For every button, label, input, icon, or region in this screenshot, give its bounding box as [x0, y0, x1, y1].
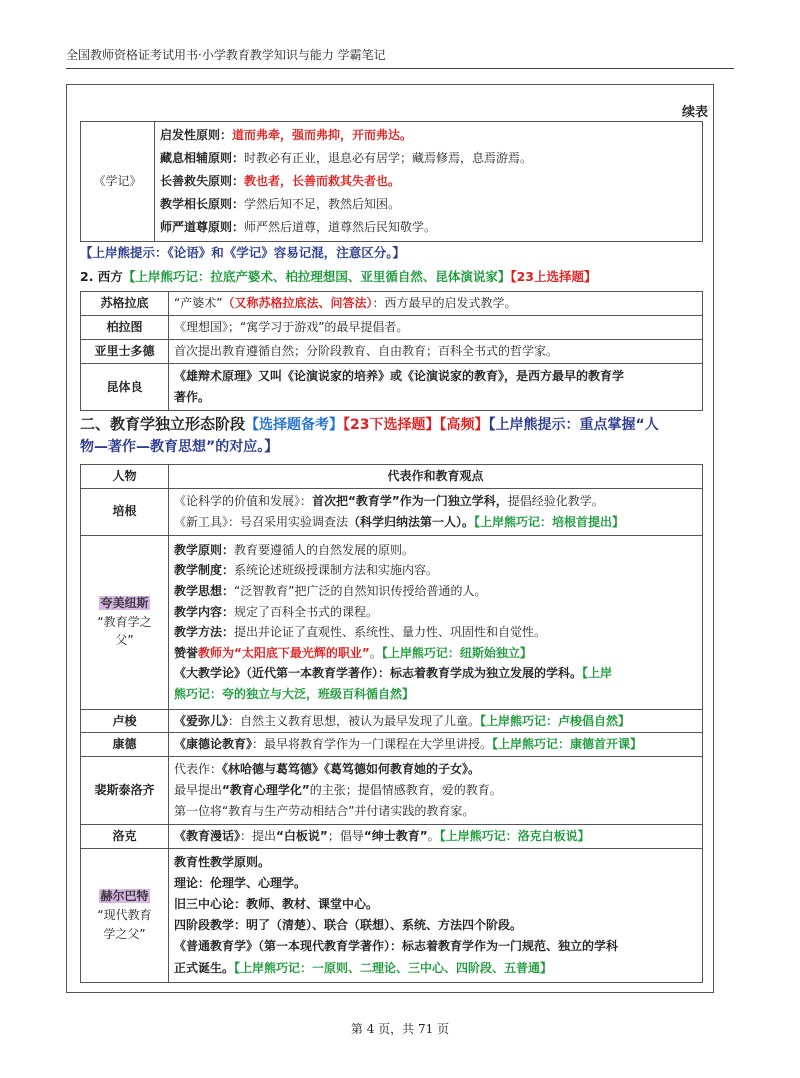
- herbart-desc: 教育性教学原则。 理论：伦理学、心理学。 旧三中心论：教师、教材、课堂中心。 四阶段教学：明了（清楚）、联合（联想）、系统、方法四个阶段。 《普通教育学》（第一本现代教育学著作）：标志着教育学作为一门规范、独立的学科 正式诞生。【上岸熊巧记：一原则、二理论、三中心、四阶段、五普通】: [169, 848, 703, 982]
- quintilian-desc: 《雄辩术原理》又叫《论演说家的培养》或《论演说家的教育》，是西方最早的教育学 著作。: [169, 364, 703, 411]
- education-figures-table: [80, 464, 703, 983]
- west-heading: 2. 西方【上岸熊巧记：拉底产婆术、柏拉理想国、亚里循自然、昆体演说家】【23上选择题】: [80, 269, 597, 284]
- person-aristotle: 亚里士多德: [81, 340, 169, 364]
- person-socrates: 苏格拉底: [81, 292, 169, 316]
- aristotle-desc: 首次提出教育遵循自然；分阶段教育、自由教育；百科全书式的哲学家。: [169, 340, 703, 364]
- person-locke: 洛克: [81, 824, 169, 848]
- tip-lunyu-xueji: 【上岸熊提示：《论语》和《学记》容易记混，注意区分。】: [80, 245, 406, 260]
- xueji-table: [80, 121, 703, 242]
- header-divider: [66, 68, 734, 69]
- person-bacon: 培根: [81, 488, 169, 535]
- locke-desc: 《教育漫话》：提出“白板说”；倡导“绅士教育”。【上岸熊巧记：洛克白板说】: [169, 824, 703, 848]
- person-comenius: 夸美纽斯 “教育学之 父”: [81, 535, 169, 709]
- bacon-desc: 《论科学的价值和发展》：首次把“教育学”作为一门独立学科，提倡经验化教学。 《新工具》：号召采用实验调查法（科学归纳法第一人）。【上岸熊巧记：培根首提出】: [169, 488, 703, 535]
- col-works-header: 代表作和教育观点: [169, 465, 703, 489]
- continued-label: 续表: [681, 105, 708, 120]
- col-person-header: 人物: [81, 465, 169, 489]
- section2-heading: 二、教育学独立形态阶段【选择题备考】【23下选择题】【高频】【上岸熊提示：重点掌握“人 物—著作—教育思想”的对应。】: [80, 415, 659, 455]
- principle-row: 教学相长原则：学然后知不足，教然后知困。: [160, 197, 401, 211]
- plato-desc: 《理想国》；“寓学习于游戏”的最早提倡者。: [169, 316, 703, 340]
- rousseau-desc: 《爱弥儿》：自然主义教育思想，被认为最早发现了儿童。【上岸熊巧记：卢梭倡自然】: [169, 709, 703, 733]
- pestalozzi-desc: 代表作：《林哈德与葛笃德》《葛笃德如何教育她的子女》。 最早提出“教育心理学化”的主张；提倡情感教育，爱的教育。 第一位将“教育与生产劳动相结合”并付诸实践的教育家。: [169, 756, 703, 824]
- herbart-name: 赫尔巴特: [100, 889, 149, 904]
- person-rousseau: 卢梭: [81, 709, 169, 733]
- person-kant: 康德: [81, 733, 169, 757]
- principle-row: 师严道尊原则：师严然后道尊，道尊然后民知敬学。: [160, 220, 437, 234]
- person-quintilian: 昆体良: [81, 364, 169, 411]
- principle-row: 藏息相辅原则：时教必有正业，退息必有居学；藏焉修焉，息焉游焉。: [160, 151, 533, 165]
- person-herbart: 赫尔巴特 “现代教育 学之父”: [81, 848, 169, 982]
- west-table: [80, 291, 703, 411]
- person-pestalozzi: 裴斯泰洛齐: [81, 756, 169, 824]
- page-footer: 第 4 页，共 71 页: [350, 1022, 450, 1036]
- xueji-label: 《学记》: [81, 122, 155, 242]
- comenius-desc: 教学原则：教育要遵循人的自然发展的原则。 教学制度：系统论述班级授课制方法和实施内容。 教学思想：“泛智教育”把广泛的自然知识传授给普通的人。 教学内容：规定了百科全书式的课程。 教学方法：提出并论证了直观性、系统性、量力性、巩固性和自觉性。 赞誉教师为“太阳底下最光辉的职业”。【上岸熊巧记：纽斯始独立】 《大教学论》（近代第一本教育学著作）：标志着教育学成为独立发展的学科。【上岸 熊巧记：夸的独立与大泛，班级百科循自然】: [169, 535, 703, 709]
- comenius-name: 夸美纽斯: [100, 596, 149, 611]
- person-plato: 柏拉图: [81, 316, 169, 340]
- page-header: 全国教师资格证考试用书·小学教育教学知识与能力 学霸笔记: [66, 48, 386, 62]
- principle-row: 启发性原则：道而弗牵，强而弗抑，开而弗达。: [160, 128, 413, 142]
- principle-row: 长善救失原则：教也者，长善而救其失者也。: [160, 174, 401, 188]
- kant-desc: 《康德论教育》：最早将教育学作为一门课程在大学里讲授。【上岸熊巧记：康德首开课】: [169, 733, 703, 757]
- socrates-desc: “产婆术”（又称苏格拉底法、问答法）：西方最早的启发式教学。: [169, 292, 703, 316]
- xueji-principles: [155, 122, 703, 242]
